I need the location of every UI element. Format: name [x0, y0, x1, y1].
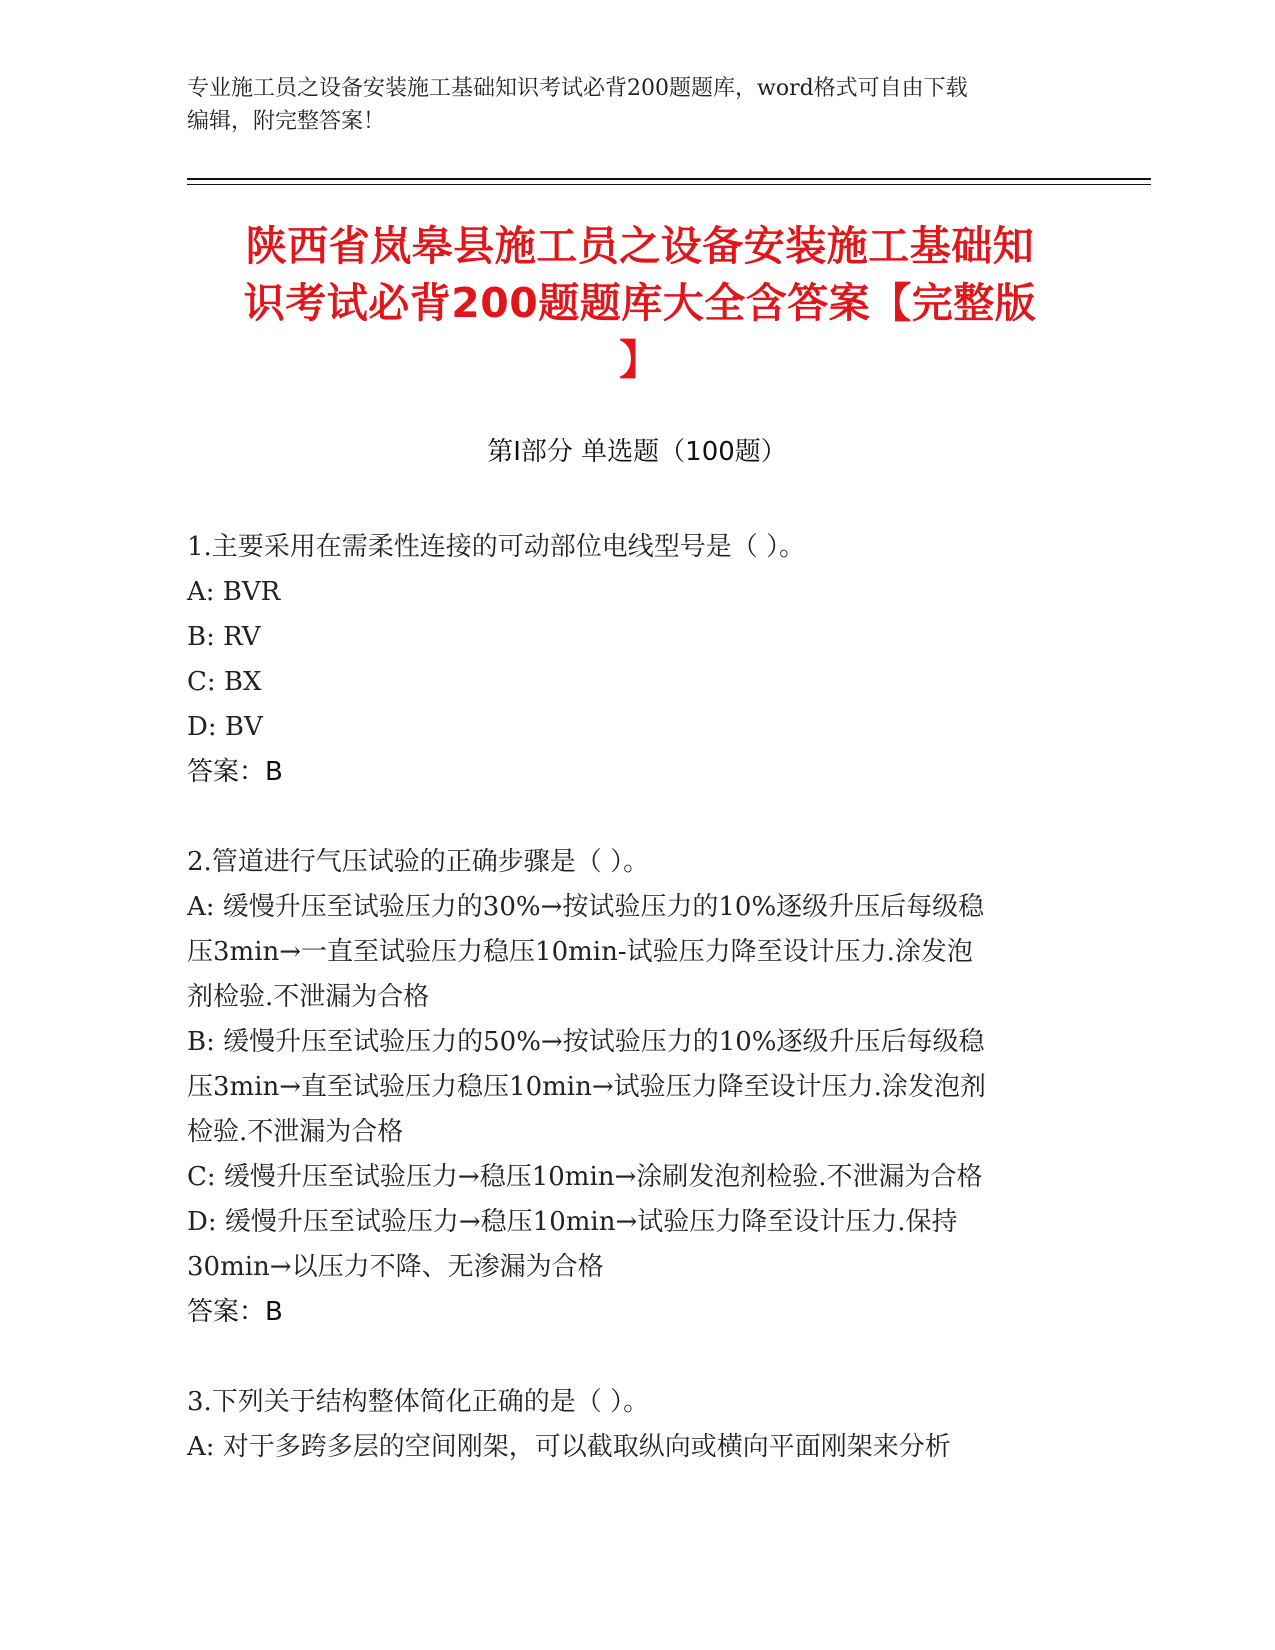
option-c: C: BX [187, 667, 262, 697]
header-rule-thin [187, 184, 1151, 185]
option-line: C: 缓慢升压至试验压力→稳压10min→涂刷发泡剂检验.不泄漏为合格 [187, 1162, 983, 1192]
document-title [190, 218, 1090, 389]
option-a: A: BVR [187, 577, 281, 607]
option-a: A: 对于多跨多层的空间刚架，可以截取纵向或横向平面刚架来分析 [187, 1432, 951, 1462]
question-stem: 2.管道进行气压试验的正确步骤是（ ）。 [187, 847, 650, 877]
section-title: 第I部分 单选题（100题） [487, 437, 787, 467]
spacer [187, 1335, 1087, 1380]
question-2 [187, 840, 1087, 1335]
option-line: 压3min→直至试验压力稳压10min→试验压力降至设计压力.涂发泡剂 [187, 1072, 986, 1102]
question-1 [187, 525, 1087, 795]
option-d: D: BV [187, 712, 263, 742]
page-header [187, 72, 1067, 138]
option-line: A: 缓慢升压至试验压力的30%→按试验压力的10%逐级升压后每级稳 [187, 892, 985, 922]
title-line-2: 识考试必背200题题库大全含答案【完整版 [243, 279, 1037, 327]
option-line: D: 缓慢升压至试验压力→稳压10min→试验压力降至设计压力.保持 [187, 1207, 958, 1237]
answer: 答案：B [187, 1297, 283, 1327]
spacer [187, 795, 1087, 840]
questions-body [187, 525, 1087, 1470]
title-line-3: 】 [619, 336, 661, 384]
question-stem: 3.下列关于结构整体简化正确的是（ ）。 [187, 1387, 650, 1417]
option-line: 剂检验.不泄漏为合格 [187, 982, 430, 1012]
header-line-2: 编辑，附完整答案！ [187, 109, 386, 134]
option-line: 压3min→一直至试验压力稳压10min-试验压力降至设计压力.涂发泡 [187, 937, 973, 967]
question-stem: 1.主要采用在需柔性连接的可动部位电线型号是（ ）。 [187, 532, 806, 562]
option-b: B: RV [187, 622, 261, 652]
option-line: B: 缓慢升压至试验压力的50%→按试验压力的10%逐级升压后每级稳 [187, 1027, 985, 1057]
title-line-1: 陕西省岚皋县施工员之设备安装施工基础知 [245, 222, 1035, 270]
option-line: 30min→以压力不降、无渗漏为合格 [187, 1252, 604, 1282]
option-line: 检验.不泄漏为合格 [187, 1117, 404, 1147]
header-line-1: 专业施工员之设备安装施工基础知识考试必背200题题库，word格式可自由下载 [187, 76, 968, 101]
answer: 答案：B [187, 757, 283, 787]
header-rule-thick [187, 178, 1151, 180]
question-3 [187, 1380, 1087, 1470]
